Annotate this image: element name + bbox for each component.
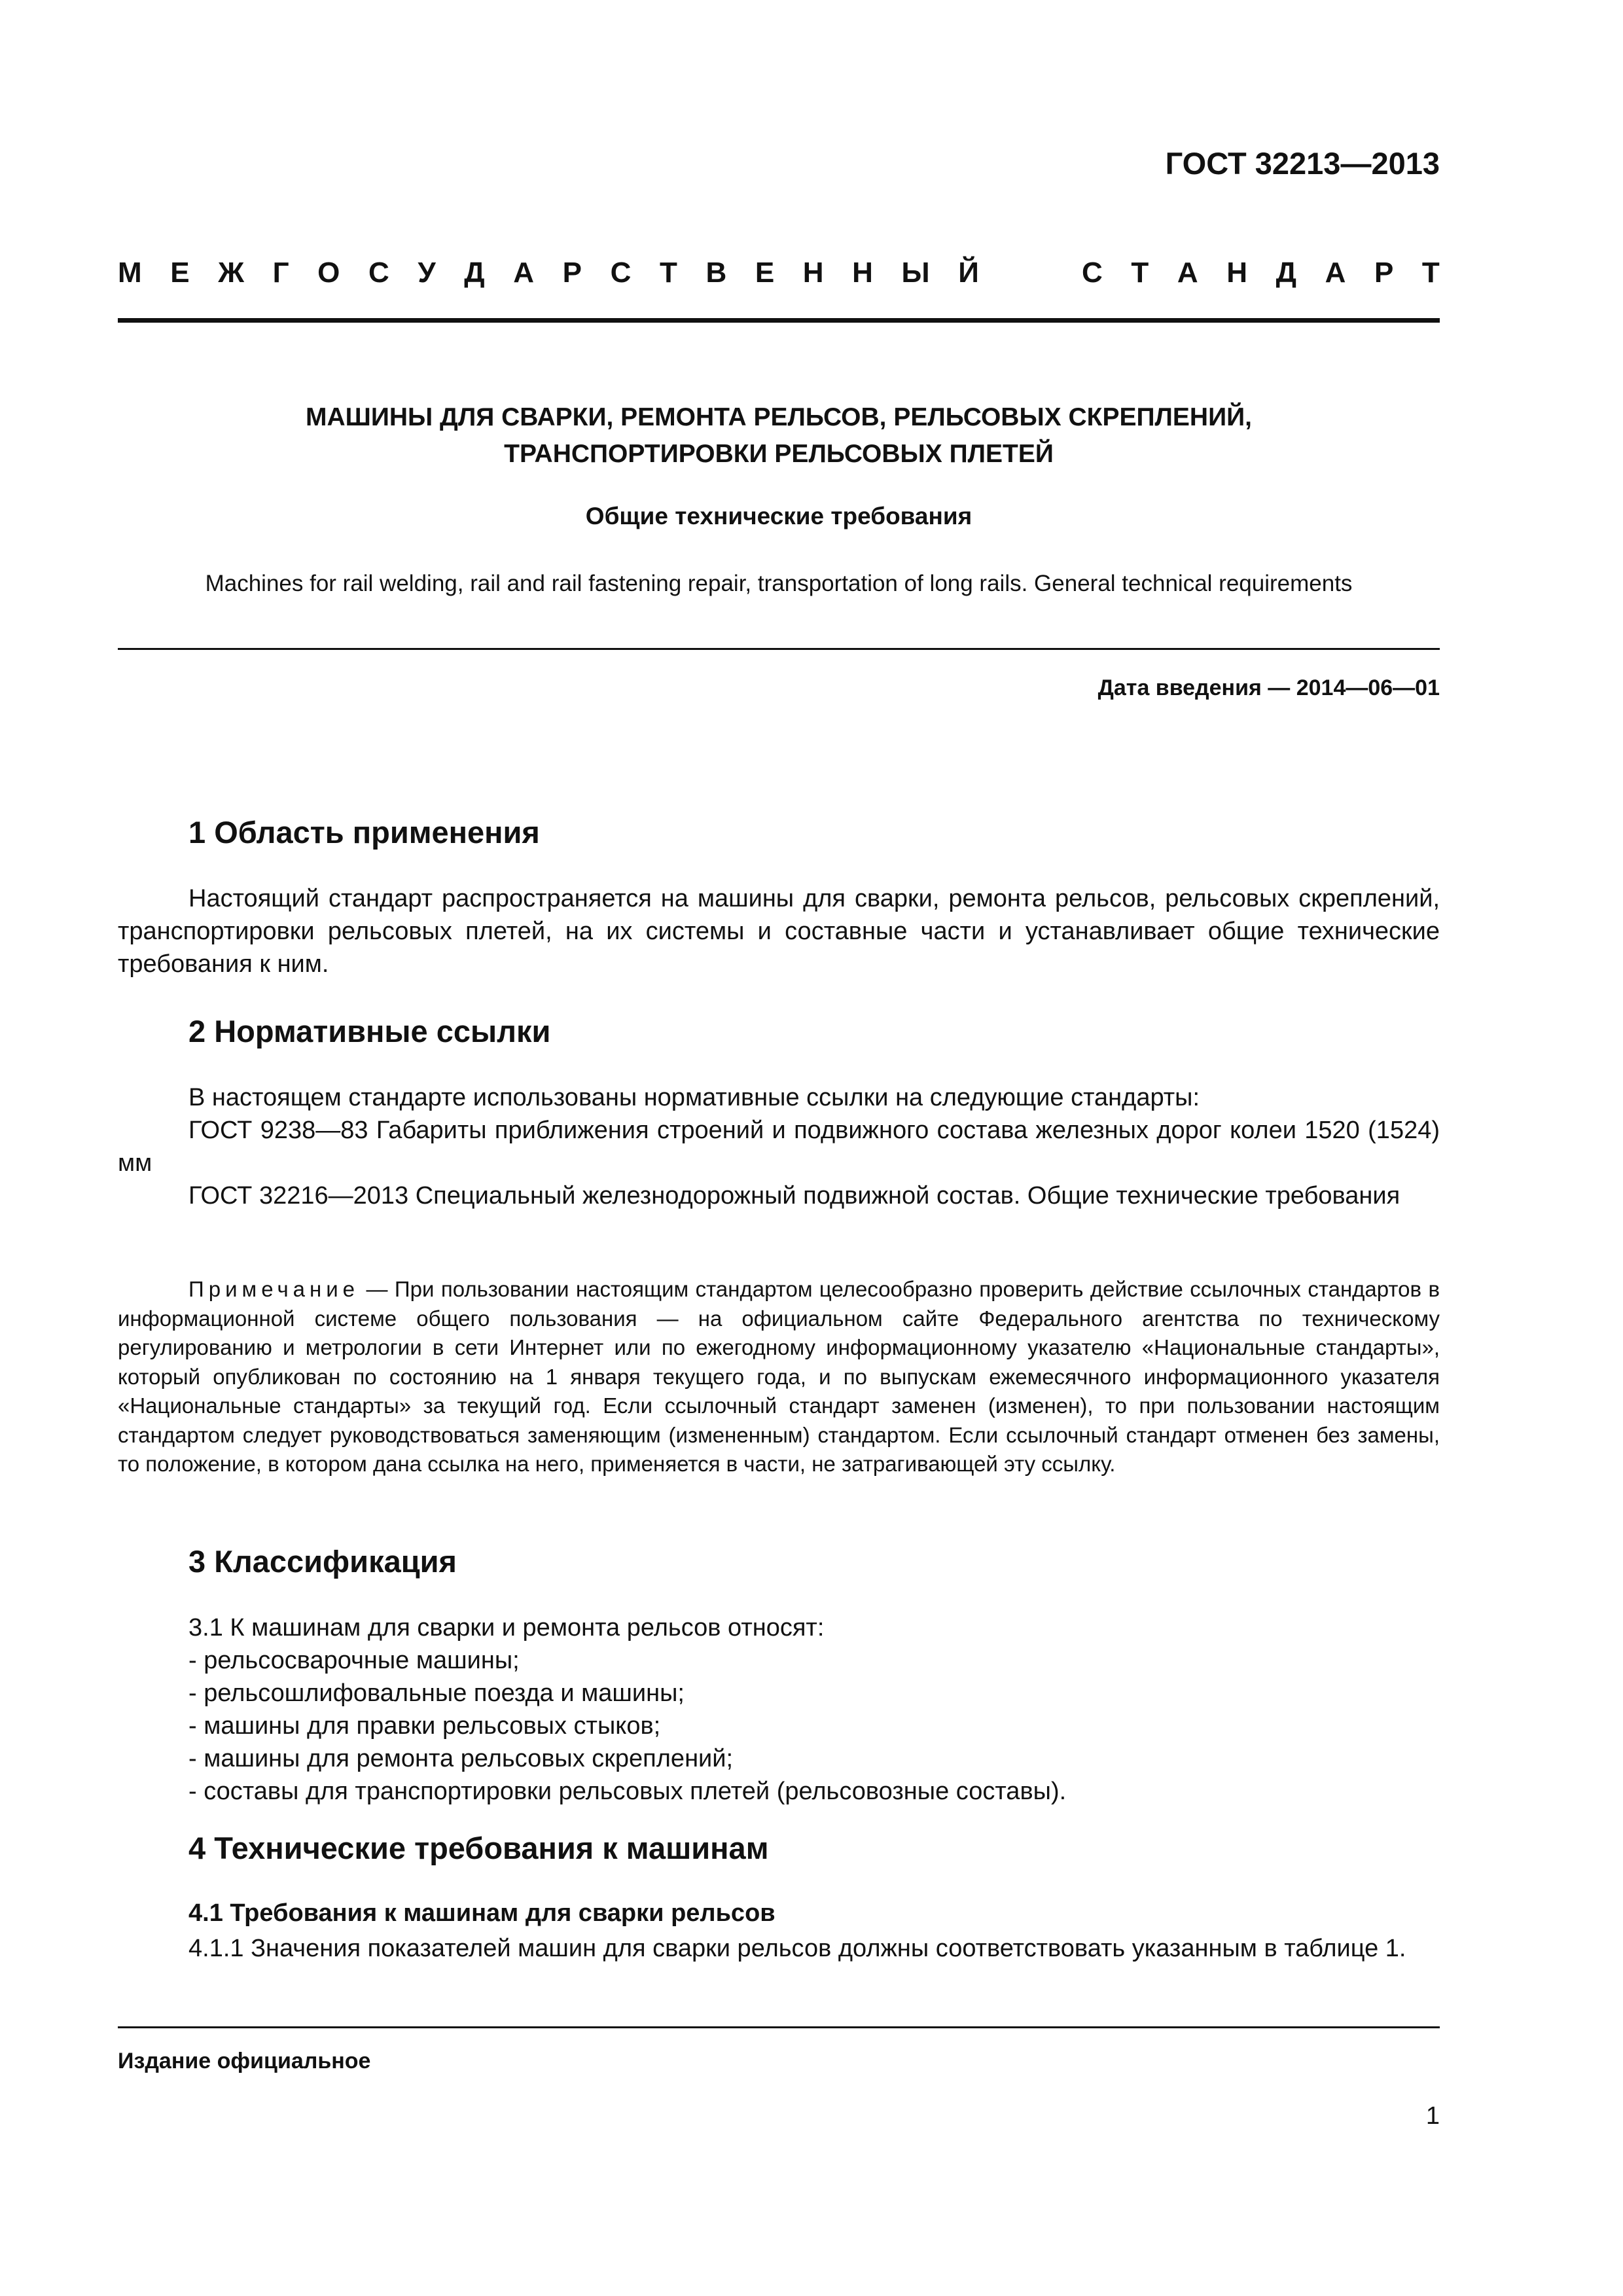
letter: С bbox=[1082, 257, 1103, 289]
note-text: — При пользовании настоящим стандартом целесообразно проверить действие ссылочных стандартов в информационной системе общего пользования — на официальном сайте Федерального агентства по техническому регулированию и метрологии в сети Интернет или по ежегодному информационному указателю «Национальные стандарты», который опубликован по состоянию на 1 января текущего года, и по выпускам ежемесячного информационного указателя «Национальные стандарты» за текущий год. Если ссылочный стандарт заменен (изменен), то при пользовании настоящим стандартом следует руководствоваться заменяющим (измененным) стандартом. Если ссылочный стандарт отменен без замены, то положение, в котором дана ссылка на него, применяется в части, не затрагивающей эту ссылку. bbox=[118, 1277, 1440, 1476]
letter: О bbox=[317, 257, 340, 289]
letter: Ы bbox=[901, 257, 930, 289]
section-heading: 2 Нормативные ссылки bbox=[188, 1014, 551, 1049]
letter: С bbox=[610, 257, 632, 289]
list-item: - составы для транспортировки рельсовых плетей (рельсовозные составы). bbox=[188, 1778, 1067, 1805]
letter: А bbox=[513, 257, 535, 289]
list-item: - машины для правки рельсовых стыков; bbox=[188, 1712, 661, 1740]
paragraph: Настоящий стандарт распространяется на машины для сварки, ремонта рельсов, рельсовых скреплений, транспортировки рельсовых плетей, на их системы и составные части и устанавливает общие технические требования к ним. bbox=[118, 885, 1440, 978]
paragraph: В настоящем стандарте использованы нормативные ссылки на следующие стандарты: bbox=[188, 1084, 1200, 1111]
title-line: МАШИНЫ ДЛЯ СВАРКИ, РЕМОНТА РЕЛЬСОВ, РЕЛЬСОВЫХ СКРЕПЛЕНИЙ, bbox=[306, 403, 1252, 431]
english-title: Machines for rail welding, rail and rail fastening repair, transportation of long rails. General technical requirements bbox=[205, 571, 1353, 596]
paragraph: 4.1.1 Значения показателей машин для сварки рельсов должны соответствовать указанным в таблице 1. bbox=[188, 1935, 1406, 1962]
letter: Т bbox=[1421, 257, 1440, 289]
letter: Е bbox=[170, 257, 190, 289]
section-heading: 1 Область применения bbox=[188, 815, 540, 850]
letter: Р bbox=[562, 257, 582, 289]
normative-reference: ГОСТ 9238—83 Габариты приближения строений и подвижного состава железных дорог колеи 1520 (1524) мм bbox=[118, 1117, 1440, 1177]
footer-divider bbox=[118, 2026, 1440, 2028]
list-item: - рельсошлифовальные поезда и машины; bbox=[188, 1679, 685, 1707]
letter: Т bbox=[1131, 257, 1149, 289]
letter: Н bbox=[802, 257, 824, 289]
list-item: - машины для ремонта рельсовых скреплений; bbox=[188, 1745, 734, 1772]
letter: Н bbox=[1226, 257, 1248, 289]
subsection-heading: 4.1 Требования к машинам для сварки рельсов bbox=[188, 1899, 776, 1927]
standard-type-heading bbox=[118, 257, 1440, 289]
letter: Г bbox=[272, 257, 289, 289]
note bbox=[118, 1275, 1440, 1479]
normative-reference: ГОСТ 32216—2013 Специальный железнодорожный подвижной состав. Общие технические требования bbox=[188, 1182, 1400, 1210]
word-gap bbox=[1007, 257, 1053, 289]
note-label: Примечание bbox=[188, 1277, 360, 1301]
letter: Й bbox=[958, 257, 979, 289]
letter: А bbox=[1177, 257, 1198, 289]
section-heading: 3 Классификация bbox=[188, 1544, 457, 1579]
letter: Н bbox=[852, 257, 873, 289]
letter: В bbox=[705, 257, 727, 289]
page-number: 1 bbox=[1425, 2102, 1440, 2130]
introduction-date: Дата введения — 2014—06—01 bbox=[1097, 675, 1440, 700]
document-subtitle: Общие технические требования bbox=[585, 503, 972, 529]
letter: Т bbox=[659, 257, 677, 289]
section-heading: 4 Технические требования к машинам bbox=[188, 1831, 769, 1865]
classification-list bbox=[188, 1611, 1440, 1808]
edition-label: Издание официальное bbox=[118, 2049, 371, 2073]
document-number: ГОСТ 32213—2013 bbox=[1165, 146, 1440, 181]
list-intro: 3.1 К машинам для сварки и ремонта рельсов относят: bbox=[188, 1614, 825, 1641]
document-title bbox=[118, 399, 1440, 473]
letter: Д bbox=[464, 257, 485, 289]
letter: А bbox=[1325, 257, 1346, 289]
title-line: ТРАНСПОРТИРОВКИ РЕЛЬСОВЫХ ПЛЕТЕЙ bbox=[504, 440, 1054, 468]
list-item: - рельсосварочные машины; bbox=[188, 1647, 520, 1674]
letter: Д bbox=[1275, 257, 1296, 289]
letter: Р bbox=[1374, 257, 1394, 289]
letter: У bbox=[418, 257, 436, 289]
letter: Ж bbox=[218, 257, 244, 289]
document-page bbox=[118, 0, 1440, 2296]
letter: М bbox=[118, 257, 142, 289]
header-divider bbox=[118, 318, 1440, 323]
letter: С bbox=[368, 257, 389, 289]
title-divider bbox=[118, 648, 1440, 650]
letter: Е bbox=[755, 257, 775, 289]
